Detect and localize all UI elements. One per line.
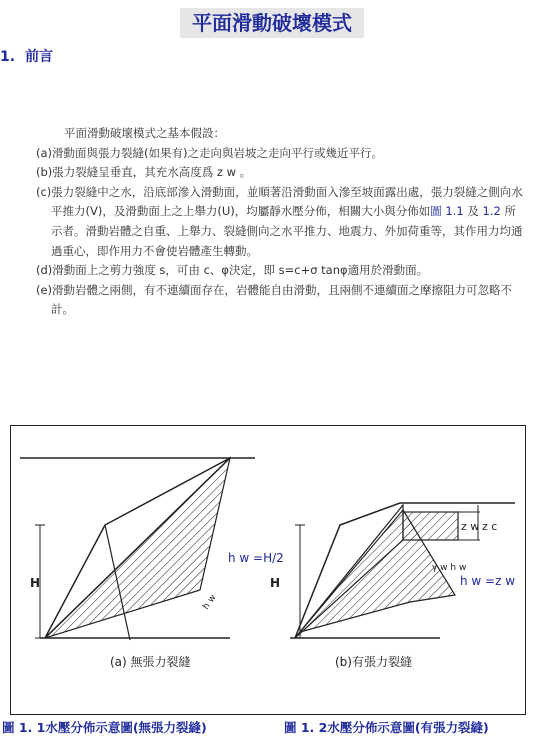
diagram-a (20, 458, 284, 669)
caption-figure-1-2: 圖 1. 2水壓分佈示意圖(有張力裂縫) (284, 720, 489, 735)
hw-small-a: h w (201, 592, 219, 612)
tension-crack-water (403, 512, 458, 540)
item-e: (e)滑動岩體之兩側，有不連續面存在，岩體能自由滑動，且兩側不連續面之摩擦阻力可忽略不計。 (36, 282, 513, 317)
height-label-a: H (30, 576, 41, 590)
zw-label: z w (461, 520, 480, 533)
gamma-label: γ w h w (432, 563, 467, 573)
item-d: (d)滑動面上之剪力強度 s，可由 c、φ決定，即 s=c+σ tanφ適用於滑動面。 (36, 263, 429, 278)
zc-label: z c (482, 520, 498, 533)
hw-label-a: h w =H/2 (228, 551, 284, 565)
item-a: (a)滑動面與張力裂縫(如果有)之走向與岩坡之走向平行或幾近平行。 (36, 145, 383, 160)
item-c: (c)張力裂縫中之水，沿底部滲入滑動面，並順著沿滑動面入滲至坡面露出處，張力裂縫之側向水平推力(V)，及滑動面上之上舉力(U)，均屬靜水壓分佈，相關大小與分佈如圖 1.1 及 1.2 所示者。滑動岩體之自重、上舉力、裂縫側向之水平推力、地震力、外加荷重等，其作用力均通過重心，即作用力不會使岩體產生轉動。 (36, 184, 523, 258)
item-b: (b)張力裂縫呈垂直，其充水高度爲 z w 。 (36, 165, 252, 180)
page-title: 平面滑動破壞模式 (180, 8, 364, 38)
sublabel-a: (a) 無張力裂縫 (110, 655, 191, 669)
figure-link-1-1[interactable]: 圖 1.1 (430, 204, 464, 219)
caption-figure-1-1: 圖 1. 1水壓分佈示意圖(無張力裂縫) (2, 720, 207, 735)
pressure-diagram-a (45, 458, 230, 638)
height-label-b: H (270, 576, 281, 590)
section-label: 前言 (25, 49, 54, 65)
section-number: 1. (0, 49, 16, 65)
intro-line: 平面滑動破壞模式之基本假設： (64, 126, 225, 140)
hw-label-b: h w =z w (460, 574, 516, 588)
diagram-b (270, 503, 515, 669)
figure-link-1-2[interactable]: 1.2 (482, 204, 501, 219)
sublabel-b: (b)有張力裂縫 (335, 655, 412, 669)
